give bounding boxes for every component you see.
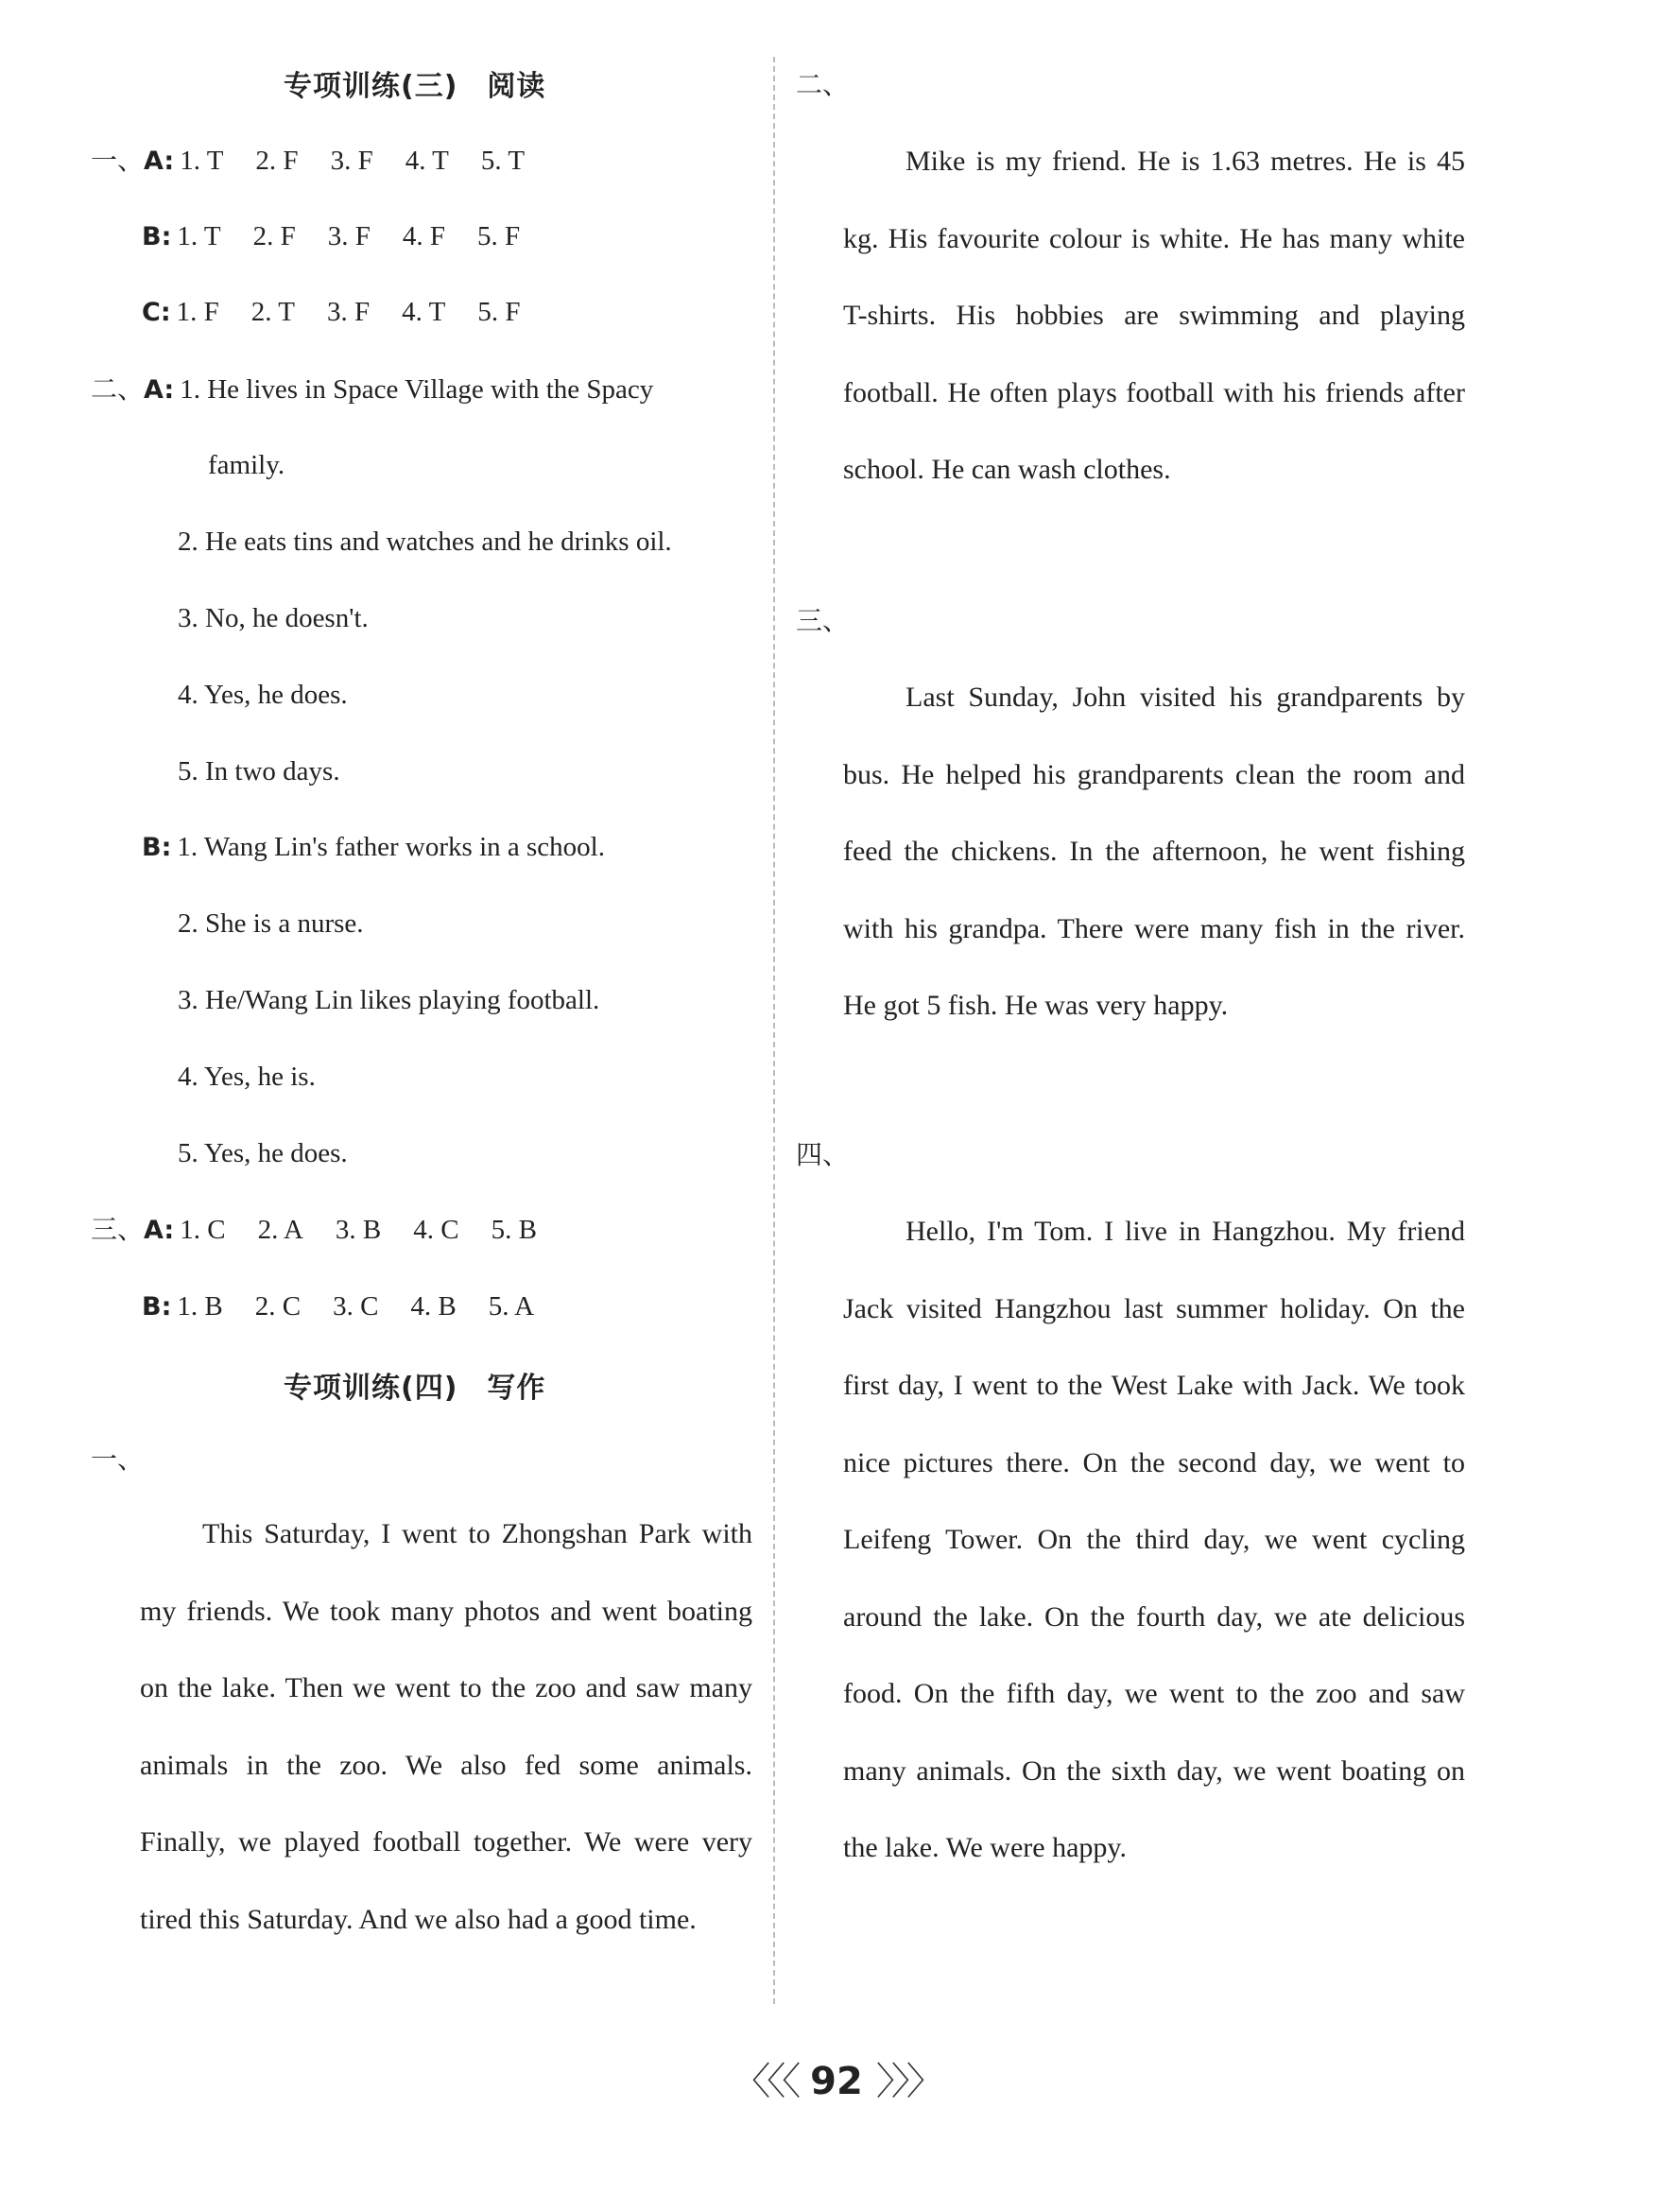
- writing-label-1: 一、: [91, 1443, 145, 1475]
- right-chevrons-icon: 〉〉〉: [875, 2060, 940, 2103]
- answer-2a-4: 4. Yes, he does.: [178, 680, 348, 710]
- answer-2a-3: 3. No, he doesn't.: [178, 603, 369, 633]
- answer-row-3a: 三、A: 1. C 2. A 3. B 4. C 5. B: [91, 1214, 537, 1245]
- page-number: 〈〈〈 92 〉〉〉: [733, 2060, 940, 2103]
- writing-label-4: 四、: [796, 1139, 850, 1170]
- answer-row-1c: C: 1. F 2. T 3. F 4. T 5. F: [142, 297, 521, 327]
- writing-label-2: 二、: [796, 69, 850, 100]
- answer-2a-2: 2. He eats tins and watches and he drinks oil.: [178, 527, 672, 557]
- answer-2a-1-cont: family.: [208, 450, 285, 480]
- writing-paragraph-4: Hello, I'm Tom. I live in Hangzhou. My friend Jack visited Hangzhou last summer holiday. On the first day, I went to the West Lake with Jack. We took nice pictures there. On the second day, we went to Leifeng Tower. On the third day, we went cycling around the lake. On the fourth day, we ate delicious food. On the fifth day, we went to the zoo and saw many animals. On the sixth day, we went boating on the lake. We were happy.: [843, 1216, 1465, 1863]
- answer-row-3b: B: 1. B 2. C 3. C 4. B 5. A: [142, 1291, 535, 1322]
- answer-row-1b: B: 1. T 2. F 3. F 4. F 5. F: [142, 221, 521, 251]
- answer-2b-1: B: 1. Wang Lin's father works in a school.: [142, 832, 605, 862]
- section-title-reading: 专项训练(三) 阅读: [284, 70, 546, 103]
- left-chevrons-icon: 〈〈〈: [733, 2060, 798, 2103]
- column-divider: [773, 57, 775, 2004]
- answer-2b-4: 4. Yes, he is.: [178, 1062, 316, 1092]
- section-title-writing: 专项训练(四) 写作: [284, 1372, 546, 1405]
- writing-paragraph-2: Mike is my friend. He is 1.63 metres. He is 45 kg. His favourite colour is white. He has many white T-shirts. His hobbies are swimming and playing football. He often plays football with his friends after school. He can wash clothes.: [843, 146, 1465, 485]
- answer-2a-1: 二、A: 1. He lives in Space Village with the Spacy: [91, 373, 654, 405]
- writing-label-3: 三、: [796, 605, 850, 636]
- answer-2b-2: 2. She is a nurse.: [178, 908, 364, 939]
- writing-paragraph-1: This Saturday, I went to Zhongshan Park with my friends. We took many photos and went boating on the lake. Then we went to the zoo and saw many animals in the zoo. We also fed some animals. Finally, we played football together. We were very tired this Saturday. And we also had a good time.: [140, 1518, 752, 1935]
- writing-paragraph-3: Last Sunday, John visited his grandparents by bus. He helped his grandparents clean the room and feed the chickens. In the afternoon, he went fishing with his grandpa. There were many fish in the river. He got 5 fish. He was very happy.: [843, 682, 1465, 1021]
- answer-row-1a: 一、A: 1. T 2. F 3. F 4. T 5. T: [91, 145, 526, 176]
- answer-2b-3: 3. He/Wang Lin likes playing football.: [178, 985, 600, 1015]
- answer-2b-5: 5. Yes, he does.: [178, 1138, 348, 1168]
- answer-2a-5: 5. In two days.: [178, 756, 340, 786]
